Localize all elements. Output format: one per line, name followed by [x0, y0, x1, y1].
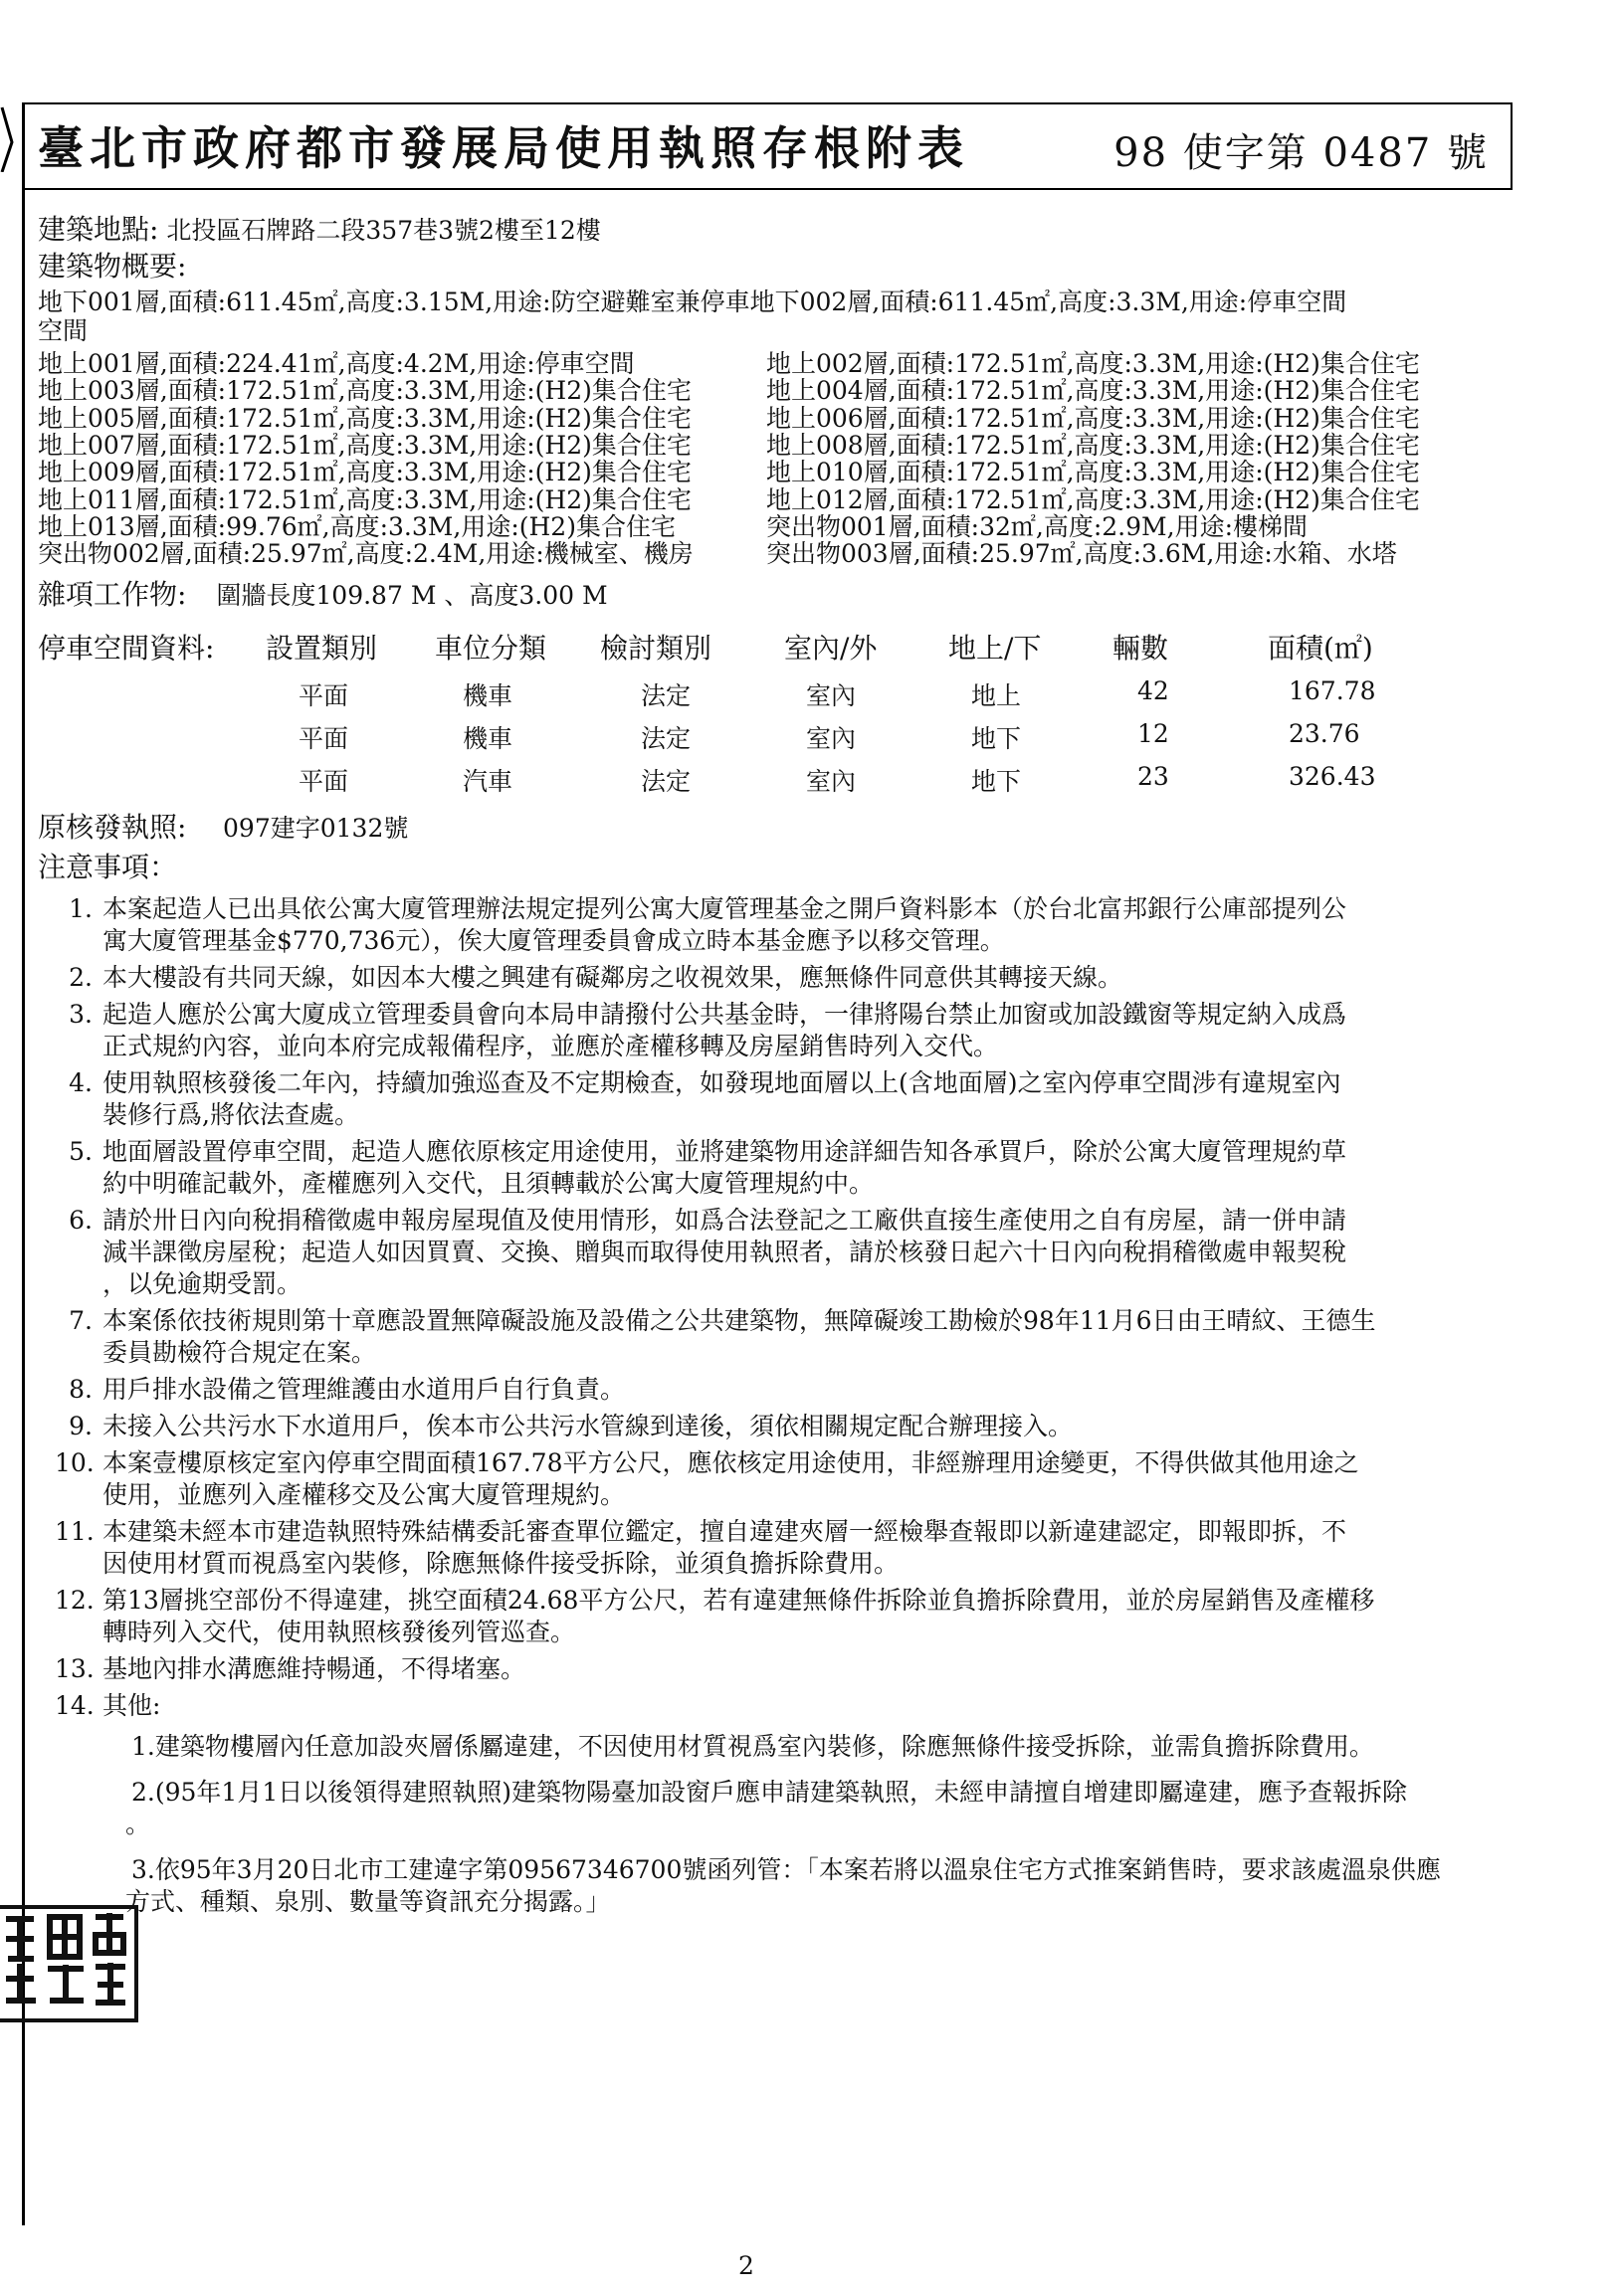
note-item: [55, 962, 1498, 994]
note-number: 4.: [69, 1068, 93, 1097]
table-cell: 167.78: [1289, 676, 1376, 705]
note-line: 本大樓設有共同天線，如因本大樓之興建有礙鄰房之收視效果，應無條件同意供其轉接天線。: [102, 963, 1123, 992]
site-location: [38, 213, 601, 246]
original-permit: [38, 811, 409, 844]
table-cell: 法定: [641, 681, 692, 710]
table-cell: 法定: [641, 724, 692, 753]
table-cell: 平面: [299, 767, 349, 796]
table-cell: 機車: [463, 681, 513, 710]
table-cell: 機車: [463, 724, 513, 753]
note-line: 其他:: [102, 1691, 161, 1720]
note-line: 委員勘檢符合規定在案。: [102, 1338, 377, 1367]
binder-mark: [0, 102, 18, 172]
parking-col-indoor: 室內/外: [784, 632, 878, 665]
note-line: ，以免逾期受罰。: [102, 1269, 303, 1298]
floor-entry: 地上012層,面積:172.51㎡,高度:3.3M,用途:(H2)集合住宅: [766, 484, 1420, 514]
note-number: 2.: [69, 963, 93, 992]
note-line: 用戶排水設備之管理維護由水道用戶自行負責。: [102, 1375, 626, 1404]
floor-entry: 突出物002層,面積:25.97㎡,高度:2.4M,用途:機械室、機房: [38, 539, 694, 569]
note-number: 10.: [55, 1448, 95, 1477]
page-number: 2: [738, 2251, 754, 2280]
parking-col-review: 檢討類別: [600, 632, 712, 665]
floor-entry: 地上006層,面積:172.51㎡,高度:3.3M,用途:(H2)集合住宅: [766, 403, 1420, 433]
note-item: [55, 1374, 1498, 1406]
note-item: [55, 1516, 1498, 1580]
floor-entry: 地上007層,面積:172.51㎡,高度:3.3M,用途:(H2)集合住宅: [38, 430, 692, 460]
table-cell: 室內: [806, 681, 857, 710]
note-number: 14.: [55, 1691, 95, 1720]
misc-works-value: 圍牆長度109.87 M 、高度3.00 M: [216, 581, 608, 610]
note-item: [55, 1411, 1498, 1442]
table-cell: 地下: [971, 767, 1022, 796]
official-seal-stamp: [0, 1905, 138, 2022]
note-line: 轉時列入交代，使用執照核發後列管巡查。: [102, 1618, 576, 1646]
note-line: 使用，並應列入產權移交及公寓大廈管理規約。: [102, 1480, 626, 1509]
note-line: 本案起造人已出具依公寓大廈管理辦法規定提列公寓大廈管理基金之開戶資料影本（於台北富邦銀行公庫部提列公: [102, 894, 1347, 923]
note-line: 本案係依技術規則第十章應設置無障礙設施及設備之公共建築物，無障礙竣工勘檢於98年11月6日由王晴紋、王德生: [102, 1306, 1376, 1335]
note-line: 本案壹樓原核定室內停車空間面積167.78平方公尺，應依核定用途使用，非經辦理用途變更，不得供做其他用途之: [102, 1448, 1359, 1477]
note-number: 6.: [69, 1206, 93, 1235]
floor-entry: 地上001層,面積:224.41㎡,高度:4.2M,用途:停車空間: [38, 349, 635, 378]
table-cell: 326.43: [1289, 762, 1376, 791]
note-number: 13.: [55, 1654, 95, 1683]
parking-col-level: 地上/下: [948, 632, 1042, 665]
note-item: [55, 1447, 1498, 1511]
parking-col-class: 車位分類: [435, 632, 547, 665]
note-number: 12.: [55, 1586, 95, 1615]
other-note-item: [131, 1731, 1495, 1763]
table-cell: 12: [1137, 719, 1169, 748]
floor-entry: 地上013層,面積:99.76㎡,高度:3.3M,用途:(H2)集合住宅: [38, 511, 676, 541]
parking-col-area: 面積(㎡): [1268, 632, 1373, 665]
note-number: 11.: [55, 1517, 95, 1546]
floor-entry: 地上009層,面積:172.51㎡,高度:3.3M,用途:(H2)集合住宅: [38, 458, 692, 487]
note-number: 5.: [69, 1137, 93, 1166]
note-line: 起造人應於公寓大廈成立管理委員會向本局申請撥付公共基金時，一律將陽台禁止加窗或加設鐵窗等規定納入成爲: [102, 1000, 1347, 1029]
other-note-line: 1.建築物樓層內任意加設夾層係屬違建，不因使用材質視爲室內裝修，除應無條件接受拆除，並需負擔拆除費用。: [131, 1732, 1374, 1761]
floor-entry: 突出物003層,面積:25.97㎡,高度:3.6M,用途:水箱、水塔: [766, 539, 1397, 569]
table-cell: 23: [1137, 762, 1169, 791]
note-item: [55, 1067, 1498, 1131]
note-line: 請於卅日內向稅捐稽徵處申報房屋現值及使用情形，如爲合法登記之工廠供直接生產使用之自有房屋，請一併申請: [102, 1206, 1347, 1235]
floor-entry: 地上004層,面積:172.51㎡,高度:3.3M,用途:(H2)集合住宅: [766, 376, 1420, 406]
note-number: 9.: [69, 1412, 93, 1440]
misc-works: [38, 578, 608, 611]
other-note-line: 2.(95年1月1日以後領得建照執照)建築物陽臺加設窗戶應申請建築執照，未經申請擅自增建即屬違建，應予查報拆除: [131, 1778, 1407, 1807]
basement-line-cont: 空間: [38, 316, 89, 345]
parking-col-count: 輛數: [1112, 632, 1169, 665]
note-item: [55, 1585, 1498, 1648]
note-number: 7.: [69, 1306, 93, 1335]
note-line: 未接入公共污水下水道用戶，俟本市公共污水管線到達後，須依相關規定配合辦理接入。: [102, 1412, 1074, 1440]
note-line: 本建築未經本市建造執照特殊結構委託審查單位鑑定，擅自違建夾層一經檢舉查報即以新違建認定，即報即拆，不: [102, 1517, 1347, 1546]
table-cell: 地下: [971, 724, 1022, 753]
note-item: [55, 1305, 1498, 1369]
table-cell: 汽車: [463, 767, 513, 796]
note-line: 寓大廈管理基金$770,736元），俟大廈管理委員會成立時本基金應予以移交管理。: [102, 926, 1005, 955]
note-line: 裝修行爲,將依法查處。: [102, 1100, 359, 1129]
parking-label: 停車空間資料:: [38, 632, 215, 665]
note-line: 減半課徵房屋稅；起造人如因買賣、交換、贈與而取得使用執照者，請於核發日起六十日內向稅捐稽徵處申報契稅: [102, 1238, 1347, 1266]
table-cell: 室內: [806, 767, 857, 796]
table-cell: 法定: [641, 767, 692, 796]
table-cell: 室內: [806, 724, 857, 753]
other-note-item: [125, 1854, 1495, 1918]
table-cell: 平面: [299, 724, 349, 753]
page-title: 臺北市政府都市發展局使用執照存根附表: [38, 121, 969, 175]
note-item: [55, 1653, 1498, 1685]
parking-col-type: 設置類別: [266, 632, 378, 665]
basement-line: 地下001層,面積:611.45㎡,高度:3.15M,用途:防空避難室兼停車地下002層,面積:611.45㎡,高度:3.3M,用途:停車空間: [38, 287, 1347, 316]
table-cell: 地上: [971, 681, 1022, 710]
note-item: [55, 999, 1498, 1062]
floor-entry: 地上002層,面積:172.51㎡,高度:3.3M,用途:(H2)集合住宅: [766, 349, 1420, 378]
misc-works-label: 雜項工作物:: [38, 578, 187, 611]
note-item: [55, 1136, 1498, 1200]
table-cell: 42: [1137, 676, 1169, 705]
floor-entry: 地上010層,面積:172.51㎡,高度:3.3M,用途:(H2)集合住宅: [766, 458, 1420, 487]
note-number: 1.: [69, 894, 93, 923]
note-item: [55, 893, 1498, 957]
other-note-item: [125, 1777, 1495, 1840]
note-number: 3.: [69, 1000, 93, 1029]
permit-number: 98 使字第 0487 號: [1113, 130, 1489, 176]
notes-label: 注意事項：: [38, 851, 178, 883]
other-note-line: 3.依95年3月20日北市工建違字第09567346700號函列管：「本案若將以溫泉住宅方式推案銷售時，要求該處溫泉供應: [131, 1855, 1441, 1884]
site-location-value: 北投區石牌路二段357巷3號2樓至12樓: [166, 216, 601, 245]
site-location-label: 建築地點:: [38, 213, 159, 246]
building-summary-label: 建築物概要:: [38, 250, 187, 283]
note-item: [55, 1690, 1498, 1722]
floor-entry: 地上005層,面積:172.51㎡,高度:3.3M,用途:(H2)集合住宅: [38, 403, 692, 433]
note-number: 8.: [69, 1375, 93, 1404]
original-permit-value: 097建字0132號: [223, 814, 409, 843]
floor-entry: 地上008層,面積:172.51㎡,高度:3.3M,用途:(H2)集合住宅: [766, 430, 1420, 460]
floor-entry: 突出物001層,面積:32㎡,高度:2.9M,用途:樓梯間: [766, 511, 1308, 541]
note-item: [55, 1205, 1498, 1300]
note-line: 基地內排水溝應維持暢通，不得堵塞。: [102, 1654, 526, 1683]
table-cell: 平面: [299, 681, 349, 710]
floor-entry: 地上011層,面積:172.51㎡,高度:3.3M,用途:(H2)集合住宅: [38, 484, 692, 514]
parking-header: [0, 627, 1616, 663]
other-note-line: 方式、種類、泉別、數量等資訊充分揭露。」: [125, 1887, 611, 1916]
original-permit-label: 原核發執照:: [38, 811, 187, 844]
note-line: 約中明確記載外，產權應列入交代，且須轉載於公寓大廈管理規約中。: [102, 1169, 875, 1198]
other-note-line: 。: [125, 1810, 151, 1838]
note-line: 因使用材質而視爲室內裝修，除應無條件接受拆除，並須負擔拆除費用。: [102, 1549, 900, 1578]
table-cell: 23.76: [1289, 719, 1360, 748]
note-line: 使用執照核發後二年內，持續加強巡查及不定期檢查，如發現地面層以上(含地面層)之室內停車空間涉有違規室內: [102, 1068, 1341, 1097]
note-line: 正式規約內容，並向本府完成報備程序，並應於產權移轉及房屋銷售時列入交代。: [102, 1032, 999, 1060]
floor-entry: 地上003層,面積:172.51㎡,高度:3.3M,用途:(H2)集合住宅: [38, 376, 692, 406]
note-line: 第13層挑空部份不得違建，挑空面積24.68平方公尺，若有違建無條件拆除並負擔拆除費用，並於房屋銷售及產權移: [102, 1586, 1375, 1615]
note-line: 地面層設置停車空間，起造人應依原核定用途使用，並將建築物用途詳細告知各承買戶，除於公寓大廈管理規約草: [102, 1137, 1347, 1166]
